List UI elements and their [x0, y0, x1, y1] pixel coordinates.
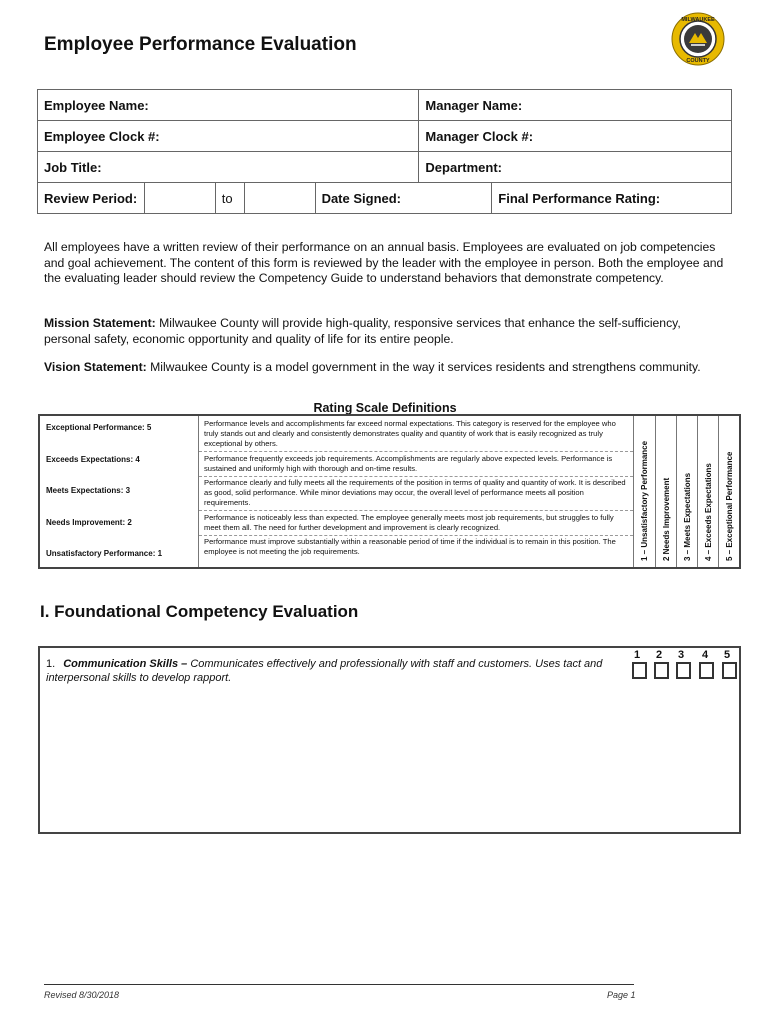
- mission-label: Mission Statement:: [44, 316, 156, 330]
- section-heading: I. Foundational Competency Evaluation: [40, 602, 359, 621]
- department-field[interactable]: Department:: [419, 152, 732, 183]
- review-period-end-input[interactable]: [244, 183, 315, 214]
- rating-column-3-label: 3 – Meets Expectations: [683, 472, 692, 561]
- employee-name-field[interactable]: Employee Name:: [38, 90, 419, 121]
- rating-column-4-label: 4 – Exceeds Expectations: [704, 463, 713, 561]
- intro-paragraph: All employees have a written review of their performance on an annual basis. Employees are evaluated on job competencies and goal achievement. The content of this form is reviewed by the leader with the employee in person. Both the employee and the evaluating leader should review the Competency Guide to understand behaviors that demonstrate competency.: [44, 240, 724, 285]
- employee-info-table: [37, 89, 732, 214]
- manager-clock-field[interactable]: Manager Clock #:: [419, 121, 732, 152]
- rating-column-1-label: 1 – Unsatisfactory Performance: [640, 440, 649, 561]
- vision-text: Milwaukee County is a model government in the way it services residents and strengthens community.: [146, 360, 701, 374]
- rating-desc-2: Performance is noticeably less than expected. The employee generally meets most job requirements, but struggles to fully meet them all. The need for further development and improvement is clearly recognized.: [204, 513, 614, 533]
- vision-statement: [44, 360, 724, 376]
- review-period-label: Review Period:: [38, 183, 145, 214]
- rating-labels-column: [40, 416, 199, 567]
- footer-page-number: Page 1: [607, 990, 636, 1000]
- rating-separator: [199, 510, 633, 511]
- scale-number-4: 4: [702, 649, 709, 661]
- page-title: Employee Performance Evaluation: [44, 34, 357, 55]
- competency-text: Communicates effectively and professionally with staff and customers. Uses tact and interpersonal skills to develop rapport.: [46, 658, 603, 684]
- job-title-field[interactable]: Job Title:: [38, 152, 419, 183]
- rating-checkbox-5[interactable]: [722, 662, 737, 679]
- footer-revised-date: Revised 8/30/2018: [44, 990, 120, 1000]
- manager-name-field[interactable]: Manager Name:: [419, 90, 732, 121]
- rating-separator: [199, 476, 633, 477]
- rating-checkbox-3[interactable]: [676, 662, 691, 679]
- rating-label-2: Needs Improvement: 2: [46, 518, 132, 527]
- rating-desc-1: Performance must improve substantially within a reasonable period of time if the individual is to remain in this position. The employee is not meeting the job requirements.: [204, 537, 616, 557]
- rating-column-5-label: 5 – Exceptional Performance: [725, 451, 734, 561]
- rating-label-5: Exceptional Performance: 5: [46, 423, 152, 432]
- rating-checkbox-4[interactable]: [699, 662, 714, 679]
- competency-name: Communication Skills –: [63, 658, 188, 670]
- footer-divider: [44, 984, 634, 985]
- review-period-to-label: to: [215, 183, 244, 214]
- competency-description: [46, 657, 621, 685]
- rating-desc-4: Performance frequently exceeds job requirements. Accomplishments are regularly above expected levels. Performance is sustained and uniformly high with thorough and on-time results.: [204, 454, 613, 474]
- rating-column-5: [718, 416, 734, 567]
- employee-clock-field[interactable]: Employee Clock #:: [38, 121, 419, 152]
- rating-scale-title: Rating Scale Definitions: [313, 401, 457, 415]
- rating-column-2-label: 2 Needs Improvement: [662, 477, 671, 561]
- rating-column-4: [697, 416, 713, 567]
- rating-columns: [633, 416, 739, 567]
- rating-column-2: [655, 416, 671, 567]
- vision-label: Vision Statement:: [44, 360, 147, 374]
- final-rating-field[interactable]: Final Performance Rating:: [492, 183, 732, 214]
- scale-number-1: 1: [634, 649, 641, 661]
- scale-number-5: 5: [724, 649, 731, 661]
- svg-text:COUNTY: COUNTY: [686, 58, 710, 64]
- date-signed-field[interactable]: Date Signed:: [315, 183, 492, 214]
- rating-desc-3: Performance clearly and fully meets all the requirements of the position in terms of quality and quantity of work. It is described as good, solid performance. While minor deviations may occur, the overall level of performance meets all position requirements.: [204, 478, 626, 508]
- county-seal-logo: [671, 12, 725, 66]
- scale-number-3: 3: [678, 649, 685, 661]
- competency-number: 1.: [46, 658, 56, 670]
- review-period-start-input[interactable]: [144, 183, 215, 214]
- rating-separator: [199, 535, 633, 536]
- rating-desc-5: Performance levels and accomplishments far exceed normal expectations. This category is reserved for the employee who truly stands out and clearly and consistently demonstrates quality and quantity of work that is easily recognized as truly exceptional by others.: [204, 419, 616, 449]
- rating-label-1: Unsatisfactory Performance: 1: [46, 549, 163, 558]
- rating-label-3: Meets Expectations: 3: [46, 486, 131, 495]
- rating-descriptions-column: [199, 416, 633, 567]
- svg-text:MILWAUKEE: MILWAUKEE: [681, 17, 715, 23]
- mission-statement: [44, 316, 724, 347]
- rating-label-4: Exceeds Expectations: 4: [46, 455, 140, 464]
- rating-checkbox-2[interactable]: [654, 662, 669, 679]
- rating-scale-table: [38, 414, 741, 569]
- rating-column-1: [633, 416, 649, 567]
- rating-column-3: [676, 416, 692, 567]
- rating-separator: [199, 451, 633, 452]
- rating-checkbox-1[interactable]: [632, 662, 647, 679]
- mission-text: Milwaukee County will provide high-quality, responsive services that enhance the self-sufficiency, personal safety, economic opportunity and quality of life for its entire people.: [44, 316, 681, 346]
- scale-number-2: 2: [656, 649, 663, 661]
